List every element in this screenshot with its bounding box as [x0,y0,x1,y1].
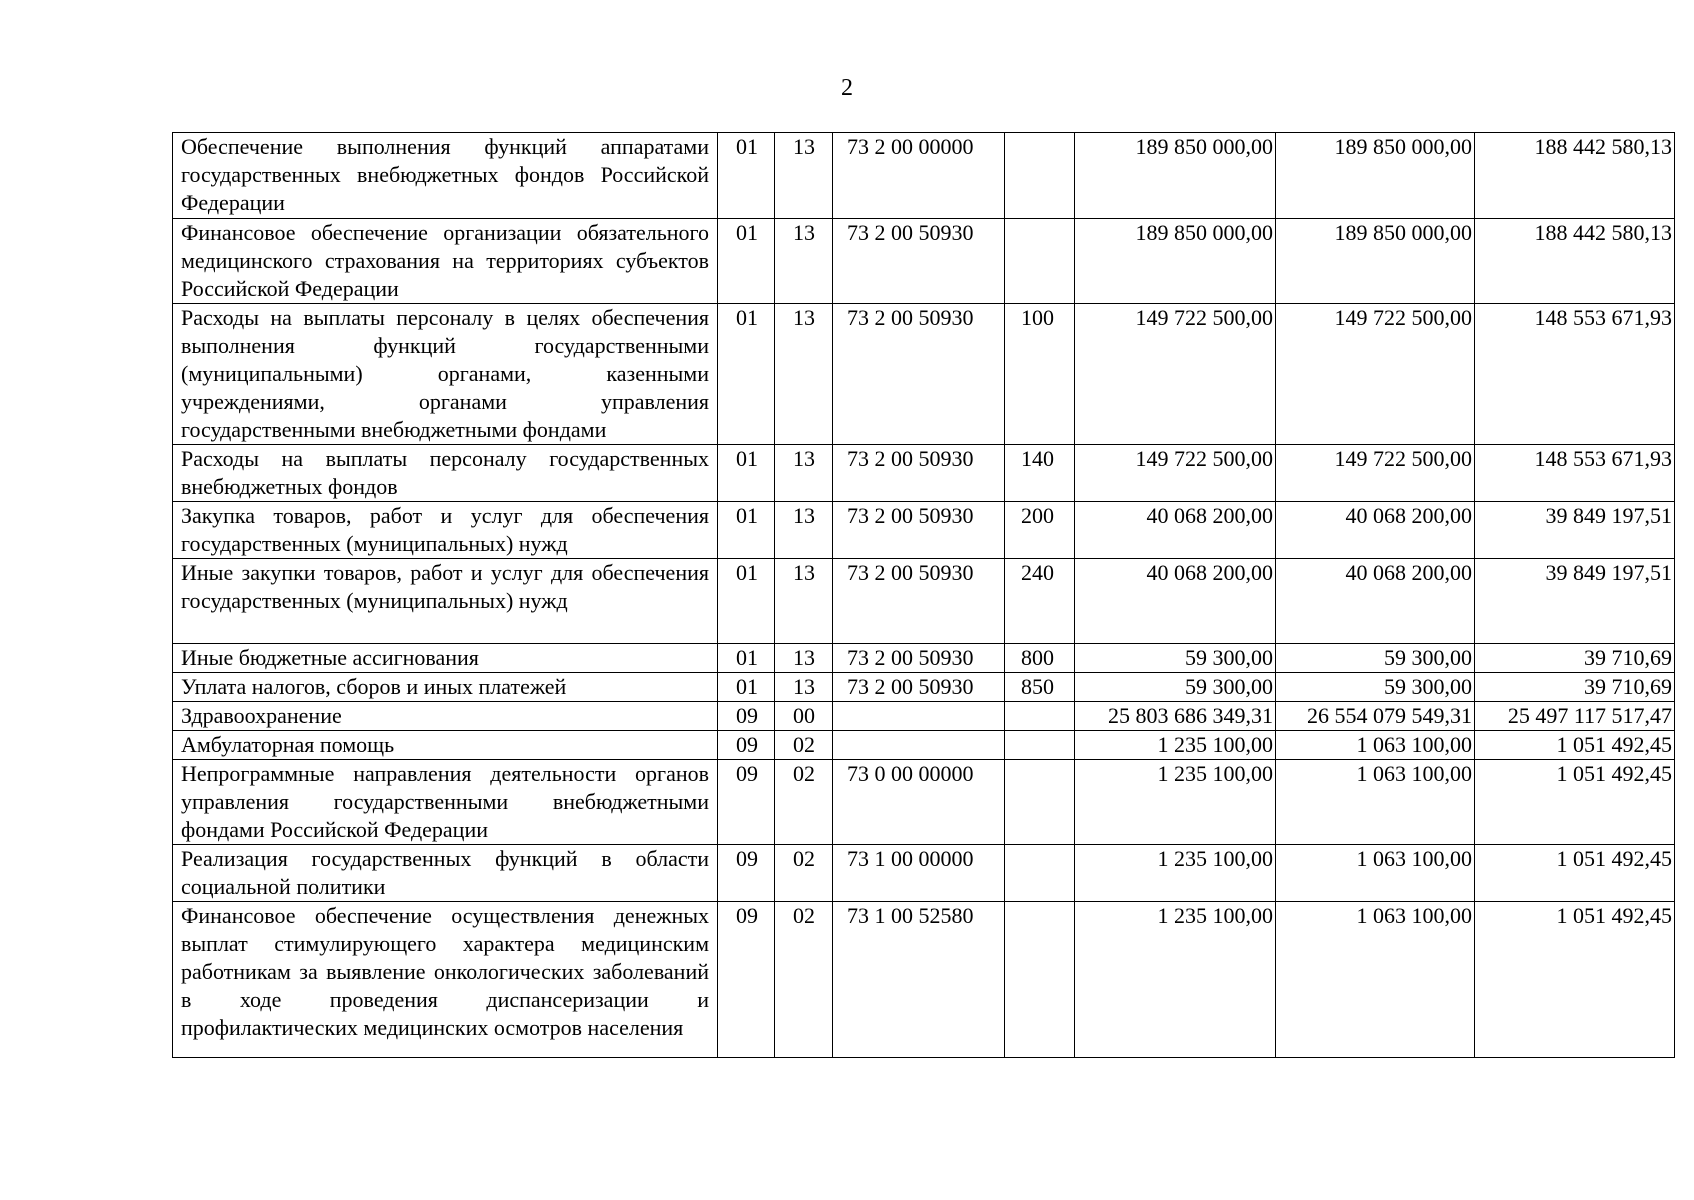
table-row [173,902,1675,1058]
expense-type-code: 140 [1005,445,1075,502]
table-row [173,559,1675,644]
amount-3: 188 442 580,13 [1475,219,1675,304]
target-article-code: 73 2 00 50930 [833,445,1005,502]
section-code: 09 [718,845,775,902]
subsection-code: 13 [775,559,833,644]
target-article-code: 73 2 00 00000 [833,133,1005,219]
amount-2: 1 063 100,00 [1276,731,1475,760]
table-row [173,845,1675,902]
target-article-code: 73 2 00 50930 [833,304,1005,445]
section-code: 01 [718,644,775,673]
target-article-code [833,731,1005,760]
table-row [173,502,1675,559]
table-row [173,133,1675,219]
amount-2: 40 068 200,00 [1276,559,1475,644]
budget-table-body [173,133,1675,1058]
expense-type-code: 100 [1005,304,1075,445]
expense-name: Здравоохранение [173,702,718,731]
table-row [173,445,1675,502]
amount-3: 25 497 117 517,47 [1475,702,1675,731]
section-code: 01 [718,502,775,559]
expense-type-code [1005,902,1075,1058]
amount-3: 39 710,69 [1475,644,1675,673]
expense-type-code [1005,133,1075,219]
amount-3: 39 710,69 [1475,673,1675,702]
subsection-code: 02 [775,731,833,760]
expense-type-code [1005,219,1075,304]
amount-1: 1 235 100,00 [1075,902,1276,1058]
subsection-code: 13 [775,502,833,559]
amount-1: 1 235 100,00 [1075,731,1276,760]
amount-3: 188 442 580,13 [1475,133,1675,219]
section-code: 01 [718,304,775,445]
amount-1: 189 850 000,00 [1075,133,1276,219]
expense-name: Непрограммные направления деятельности органов управления государственными внебюджетными фондами Российской Федерации [173,760,718,845]
table-row [173,731,1675,760]
section-code: 01 [718,673,775,702]
subsection-code: 13 [775,133,833,219]
table-row [173,702,1675,731]
expense-type-code: 800 [1005,644,1075,673]
target-article-code: 73 2 00 50930 [833,644,1005,673]
expense-name: Иные бюджетные ассигнования [173,644,718,673]
amount-2: 1 063 100,00 [1276,845,1475,902]
subsection-code: 02 [775,760,833,845]
target-article-code: 73 1 00 52580 [833,902,1005,1058]
target-article-code: 73 2 00 50930 [833,219,1005,304]
expense-name: Иные закупки товаров, работ и услуг для обеспечения государственных (муниципальных) нужд [173,559,718,644]
subsection-code: 13 [775,445,833,502]
table-row [173,644,1675,673]
amount-2: 40 068 200,00 [1276,502,1475,559]
expense-type-code [1005,731,1075,760]
amount-2: 1 063 100,00 [1276,902,1475,1058]
budget-table [172,132,1675,1058]
page-number: 2 [841,75,853,101]
amount-1: 59 300,00 [1075,644,1276,673]
section-code: 01 [718,133,775,219]
table-row [173,673,1675,702]
amount-2: 59 300,00 [1276,644,1475,673]
section-code: 01 [718,559,775,644]
section-code: 09 [718,902,775,1058]
amount-2: 26 554 079 549,31 [1276,702,1475,731]
target-article-code: 73 2 00 50930 [833,502,1005,559]
amount-3: 1 051 492,45 [1475,731,1675,760]
expense-type-code: 200 [1005,502,1075,559]
amount-3: 39 849 197,51 [1475,502,1675,559]
amount-2: 1 063 100,00 [1276,760,1475,845]
section-code: 09 [718,760,775,845]
target-article-code: 73 2 00 50930 [833,673,1005,702]
amount-3: 39 849 197,51 [1475,559,1675,644]
table-row [173,760,1675,845]
amount-1: 1 235 100,00 [1075,845,1276,902]
expense-name: Реализация государственных функций в области социальной политики [173,845,718,902]
subsection-code: 13 [775,219,833,304]
amount-2: 189 850 000,00 [1276,133,1475,219]
section-code: 09 [718,702,775,731]
expense-name: Амбулаторная помощь [173,731,718,760]
expense-type-code: 240 [1005,559,1075,644]
subsection-code: 13 [775,644,833,673]
amount-2: 149 722 500,00 [1276,445,1475,502]
expense-name: Закупка товаров, работ и услуг для обеспечения государственных (муниципальных) нужд [173,502,718,559]
amount-1: 1 235 100,00 [1075,760,1276,845]
target-article-code: 73 1 00 00000 [833,845,1005,902]
subsection-code: 00 [775,702,833,731]
amount-1: 40 068 200,00 [1075,559,1276,644]
amount-2: 189 850 000,00 [1276,219,1475,304]
table-row [173,219,1675,304]
expense-type-code: 850 [1005,673,1075,702]
amount-2: 149 722 500,00 [1276,304,1475,445]
expense-type-code [1005,845,1075,902]
table-row [173,304,1675,445]
amount-3: 148 553 671,93 [1475,304,1675,445]
amount-1: 59 300,00 [1075,673,1276,702]
amount-1: 149 722 500,00 [1075,445,1276,502]
subsection-code: 13 [775,304,833,445]
subsection-code: 13 [775,673,833,702]
amount-3: 1 051 492,45 [1475,845,1675,902]
expense-name: Обеспечение выполнения функций аппаратами государственных внебюджетных фондов Российской Федерации [173,133,718,219]
section-code: 01 [718,219,775,304]
section-code: 01 [718,445,775,502]
amount-1: 189 850 000,00 [1075,219,1276,304]
expense-name: Финансовое обеспечение организации обязательного медицинского страхования на территориях субъектов Российской Федерации [173,219,718,304]
expense-name: Уплата налогов, сборов и иных платежей [173,673,718,702]
amount-1: 149 722 500,00 [1075,304,1276,445]
expense-name: Финансовое обеспечение осуществления денежных выплат стимулирующего характера медицинским работникам за выявление онкологических заболеваний в ходе проведения диспансеризации и профилактических медицинских осмотров населения [173,902,718,1058]
expense-type-code [1005,702,1075,731]
expense-type-code [1005,760,1075,845]
target-article-code [833,702,1005,731]
amount-1: 25 803 686 349,31 [1075,702,1276,731]
subsection-code: 02 [775,902,833,1058]
amount-1: 40 068 200,00 [1075,502,1276,559]
expense-name: Расходы на выплаты персоналу в целях обеспечения выполнения функций государственными (муниципальными) органами, казенными учреждениями, органами управления государственными внебюджетными фондами [173,304,718,445]
amount-2: 59 300,00 [1276,673,1475,702]
expense-name: Расходы на выплаты персоналу государственных внебюджетных фондов [173,445,718,502]
target-article-code: 73 0 00 00000 [833,760,1005,845]
amount-3: 1 051 492,45 [1475,760,1675,845]
target-article-code: 73 2 00 50930 [833,559,1005,644]
section-code: 09 [718,731,775,760]
amount-3: 148 553 671,93 [1475,445,1675,502]
subsection-code: 02 [775,845,833,902]
amount-3: 1 051 492,45 [1475,902,1675,1058]
